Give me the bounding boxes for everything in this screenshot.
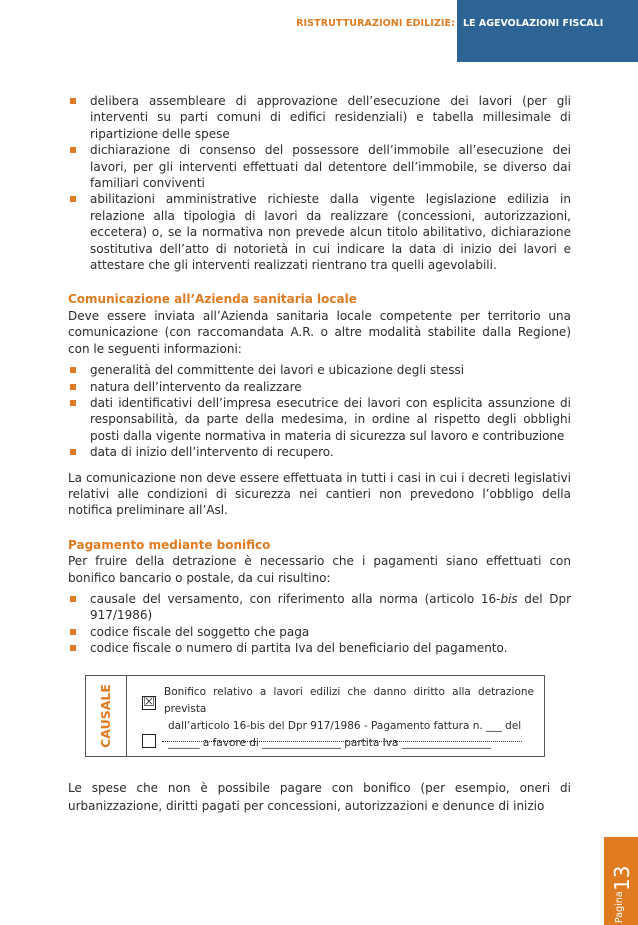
page-number-tab	[604, 837, 638, 925]
causale-box	[85, 675, 545, 757]
asl-note: La comunicazione non deve essere effettuata in tutti i casi in cui i decreti legislativi relativi alle condizioni di sicurezza nei cantieri non prevedono l’obbligo della notifica preliminare all’Asl.	[68, 470, 571, 518]
header-section-title: RISTRUTTURAZIONI EDILIZIE:	[296, 18, 455, 29]
dotted-line	[162, 741, 522, 742]
list-item: delibera assembleare di approvazione dell’esecuzione dei lavori (per gli interventi su parti comuni di edifici residenziali) e tabella millesimale di ripartizione delle spese	[68, 93, 571, 142]
list-item: generalità del committente dei lavori e ubicazione degli stessi	[68, 362, 571, 378]
empty-checkbox-icon[interactable]	[142, 734, 156, 748]
list-item: codice fiscale o numero di partita Iva del beneficiario del pagamento.	[68, 640, 571, 656]
bullet-list-top	[68, 93, 571, 273]
section-heading-bonifico: Pagamento mediante bonifico	[68, 537, 271, 552]
list-item: data di inizio dell’intervento di recupero.	[68, 444, 571, 460]
page-content	[68, 93, 571, 815]
bullet-list-asl	[68, 362, 571, 460]
list-item: natura dell’intervento da realizzare	[68, 379, 571, 395]
causale-label-cell	[86, 676, 127, 756]
bonifico-intro: Per fruire della detrazione è necessario che i pagamenti siano effettuati con bonifico bancario o postale, da cui risultino:	[68, 554, 571, 585]
closing-paragraph: Le spese che non è possibile pagare con bonifico (per esempio, oneri di urbanizzazione, diritti pagati per concessioni, autorizzazioni e denunce di inizio	[68, 780, 571, 813]
causale-line-3: ______ a favore di _______________ partita Iva _________________	[168, 736, 491, 749]
header-tab	[457, 0, 638, 62]
causale-label: CAUSALE	[97, 683, 113, 748]
causale-line-2: dall’articolo 16-bis del Dpr 917/1986 - Pagamento fattura n. ___ del	[168, 719, 522, 732]
asl-intro: Deve essere inviata all’Azienda sanitaria locale competente per territorio una comunicazione (con raccomandata A.R. o altre modalità stabilite dalla Regione) con le seguenti informazioni:	[68, 308, 571, 356]
list-item: dati identificativi dell’impresa esecutrice dei lavori con esplicita assunzione di responsabilità, da parte della medesima, in ordine al rispetto degli obblighi posti dalla vigente normativa in materia di sicurezza sul lavoro e contribuzione	[68, 395, 571, 444]
checked-checkbox-icon[interactable]: ☒	[143, 694, 155, 710]
list-item: abilitazioni amministrative richieste dalla vigente legislazione edilizia in relazione alla tipologia di lavori da realizzare (concessioni, autorizzazioni, eccetera) o, se la normativa non prevede alcun titolo abilitativo, dichiarazione sostitutiva dell’atto di notorietà in cui indicare la data di inizio dei lavori e attestare che gli interventi realizzati rientrano tra quelli agevolabili.	[68, 191, 571, 273]
list-item: causale del versamento, con riferimento alla norma (articolo 16-bis del Dpr 917/1986)	[68, 591, 571, 624]
causale-line-1: Bonifico relativo a lavori edilizi che danno diritto alla detrazione prevista	[164, 685, 534, 715]
header-tab-label: LE AGEVOLAZIONI FISCALI	[463, 18, 604, 29]
list-item: dichiarazione di consenso del possessore dell’immobile all’esecuzione dei lavori, per gli interventi effettuati dal detentore dell’immobile, se diverso dai familiari conviventi	[68, 142, 571, 191]
list-item: codice fiscale del soggetto che paga	[68, 624, 571, 640]
bullet-list-bonifico	[68, 591, 571, 657]
section-heading-asl: Comunicazione all’Azienda sanitaria locale	[68, 292, 357, 307]
page-word: Pagina	[614, 891, 625, 923]
page-number: 13	[610, 865, 634, 891]
